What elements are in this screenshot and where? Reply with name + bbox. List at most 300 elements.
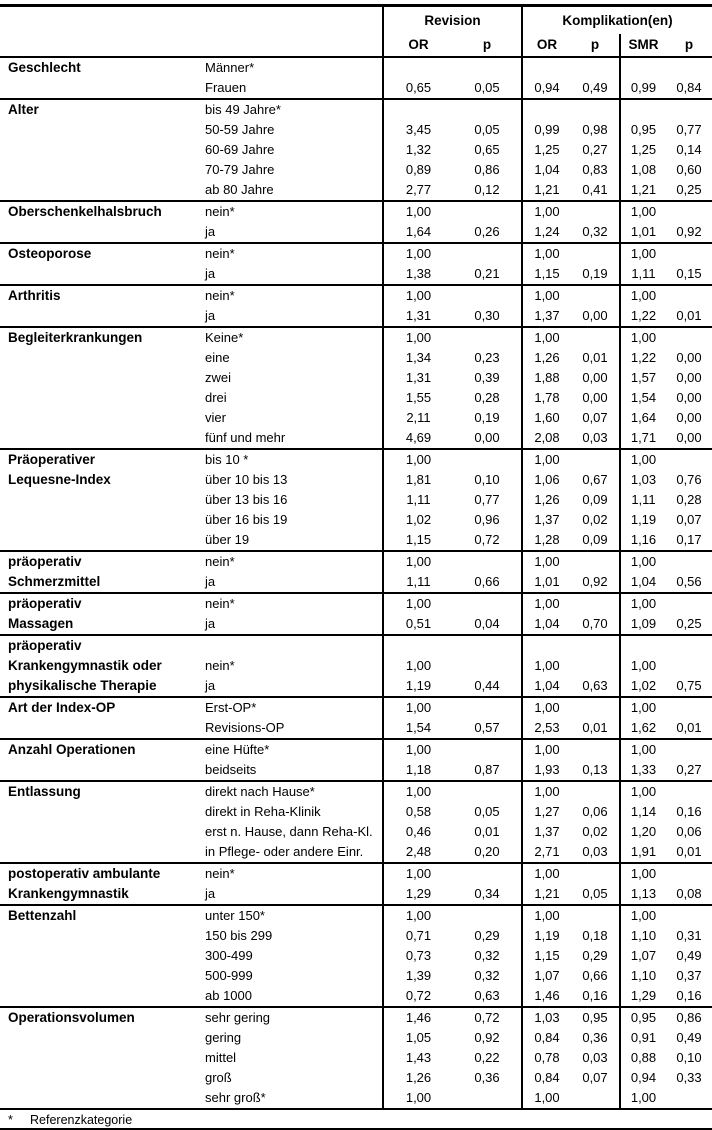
komplikation-or-value: 1,04 [522, 676, 571, 697]
smr-value: 1,11 [620, 490, 666, 510]
komplikation-p-value: 0,19 [582, 265, 608, 281]
category-label [0, 510, 197, 530]
smr-p-value: 0,15 [676, 265, 702, 281]
subcategory-label: sehr groß* [197, 1088, 383, 1109]
category-label [0, 264, 197, 285]
komplikation-p-value: 0,63 [582, 677, 608, 693]
revision-p-value: 0,29 [474, 927, 500, 943]
smr-p-value: 0,37 [676, 967, 702, 983]
smr-p-value: 0,17 [676, 531, 702, 547]
smr-value: 1,00 [620, 905, 666, 926]
komplikation-p-value: 0,27 [582, 141, 608, 157]
smr-value: 1,01 [620, 222, 666, 243]
smr-value: 0,95 [620, 120, 666, 140]
smr-p-value [666, 57, 712, 78]
komplikation-or-value: 1,00 [522, 1088, 571, 1109]
revision-p-value: 0,05 [474, 803, 500, 819]
revision-or-value: 1,00 [383, 1088, 453, 1109]
table-row [0, 222, 712, 243]
revision-p-value: 0,36 [474, 1069, 500, 1085]
smr-value: 1,00 [620, 201, 666, 222]
category-label [0, 822, 197, 842]
smr-p-value: 0,77 [676, 121, 702, 137]
komplikation-or-value: 1,00 [522, 781, 571, 802]
table-row [0, 760, 712, 781]
smr-p-value: 0,10 [676, 1049, 702, 1065]
table-row [0, 57, 712, 78]
table-row [0, 905, 712, 926]
komplikation-p-value [571, 57, 620, 78]
revision-or-value: 2,77 [383, 180, 453, 201]
komplikation-p-value [571, 449, 620, 470]
revision-or-value: 1,64 [383, 222, 453, 243]
revision-p-value [453, 99, 522, 120]
subcategory-label: nein* [197, 201, 383, 222]
table-row [0, 822, 712, 842]
komplikation-or-value: 0,84 [522, 1028, 571, 1048]
komplikation-p-value: 0,00 [582, 389, 608, 405]
revision-or-value: 1,00 [383, 697, 453, 718]
revision-or-value: 1,55 [383, 388, 453, 408]
table-row [0, 428, 712, 449]
category-label: Alter [0, 99, 197, 120]
revision-or-value: 1,46 [383, 1007, 453, 1028]
revision-p-value [453, 863, 522, 884]
revision-or-value: 2,11 [383, 408, 453, 428]
smr-p-value: 0,08 [676, 885, 702, 901]
komplikation-or-value: 1,00 [522, 905, 571, 926]
smr-value: 1,29 [620, 986, 666, 1007]
category-label: Anzahl Operationen [0, 739, 197, 760]
category-label: Operationsvolumen [0, 1007, 197, 1028]
revision-or-value: 0,51 [383, 614, 453, 635]
table-row [0, 388, 712, 408]
category-label [0, 428, 197, 449]
table-row [0, 160, 712, 180]
komplikation-p-value: 0,03 [582, 843, 608, 859]
komplikation-p-value: 0,49 [582, 79, 608, 95]
komplikation-p-value: 0,70 [582, 615, 608, 631]
smr-value: 1,54 [620, 388, 666, 408]
subcategory-label: ja [205, 307, 216, 323]
revision-or-value: 1,05 [383, 1028, 453, 1048]
revision-or-value: 1,00 [383, 656, 453, 676]
komplikation-or-value: 1,88 [522, 368, 571, 388]
smr-p-value: 0,07 [676, 511, 702, 527]
smr-p-value [666, 243, 712, 264]
subcategory-label: ja [205, 677, 216, 693]
smr-p-value: 0,86 [666, 1007, 712, 1028]
komplikation-or-value: 1,00 [522, 243, 571, 264]
subcategory-label: drei [205, 389, 227, 405]
revision-p-value: 0,92 [474, 1029, 500, 1045]
table-row [0, 368, 712, 388]
smr-value [620, 99, 666, 120]
komplikation-or-value: 1,04 [522, 160, 571, 180]
smr-value: 1,00 [620, 243, 666, 264]
smr-value: 0,88 [620, 1048, 666, 1068]
table-row [0, 120, 712, 140]
komplikation-or-value: 1,46 [522, 986, 571, 1007]
subcategory-label: 500-999 [205, 967, 253, 983]
komplikation-p-value: 0,07 [582, 409, 608, 425]
revision-or-value: 1,26 [383, 1068, 453, 1088]
category-label: Oberschenkelhalsbruch [0, 201, 197, 222]
table-row [0, 285, 712, 306]
revision-p-value: 0,96 [474, 511, 500, 527]
smr-p-value: 0,00 [676, 409, 702, 425]
table-row [0, 656, 712, 676]
smr-value: 0,94 [620, 1068, 666, 1088]
smr-p-value [666, 99, 712, 120]
table-row [0, 140, 712, 160]
komplikation-or-value: 1,00 [522, 863, 571, 884]
category-label [0, 760, 197, 781]
komplikation-or-value: 2,71 [522, 842, 571, 863]
table-body [0, 57, 712, 1109]
komplikation-p-value: 0,36 [582, 1029, 608, 1045]
revision-or-value: 1,00 [383, 905, 453, 926]
category-label: Krankengymnastik [8, 885, 129, 901]
revision-p-value [453, 1088, 522, 1109]
category-label: postoperativ ambulante [0, 863, 197, 884]
category-label: Bettenzahl [0, 905, 197, 926]
smr-p-value: 0,00 [676, 349, 702, 365]
subcategory-label: Keine* [197, 327, 383, 348]
komplikation-group-header: Komplikation(en) [522, 6, 712, 34]
category-label: präoperativ [0, 635, 197, 656]
smr-p-value [666, 739, 712, 760]
results-table [0, 4, 712, 1110]
category-label: Geschlecht [0, 57, 197, 78]
komplikation-or-value: 0,84 [522, 1068, 571, 1088]
revision-p-value: 0,19 [474, 409, 500, 425]
smr-p-value: 0,28 [676, 491, 702, 507]
revision-or-value: 1,00 [383, 449, 453, 470]
subcategory-label: 150 bis 299 [205, 927, 273, 943]
revision-or-value: 1,29 [383, 884, 453, 905]
revision-p-value: 0,34 [474, 885, 500, 901]
smr-value: 1,20 [620, 822, 666, 842]
revision-p-value [453, 449, 522, 470]
komplikation-or-value: 0,99 [522, 120, 571, 140]
table-row [0, 863, 712, 884]
table-row [0, 614, 712, 635]
category-label: präoperativ [0, 593, 197, 614]
komplikation-p-value [571, 739, 620, 760]
smr-p-value [666, 635, 712, 656]
komplikation-or-value: 1,21 [522, 884, 571, 905]
table-row [0, 572, 712, 593]
table-row [0, 718, 712, 739]
table-row [0, 1088, 712, 1109]
komplikation-or-value: 1,26 [522, 490, 571, 510]
revision-p-value: 0,87 [474, 761, 500, 777]
revision-or-value: 0,71 [383, 926, 453, 946]
komplikation-or-value: 1,00 [522, 656, 571, 676]
revision-p-value [453, 635, 522, 656]
komplikation-p-value: 0,41 [582, 181, 608, 197]
category-label: Begleiterkrankungen [0, 327, 197, 348]
komplikation-or-value: 1,00 [522, 593, 571, 614]
subcategory-label: bis 10 * [197, 449, 383, 470]
komplikation-or-value: 1,25 [522, 140, 571, 160]
category-label [0, 78, 197, 99]
komplikation-p-value: 0,00 [582, 369, 608, 385]
smr-p-value: 0,06 [676, 823, 702, 839]
subcategory-label: 300-499 [205, 947, 253, 963]
footnote [0, 1110, 712, 1130]
smr-value: 1,02 [620, 676, 666, 697]
komplikation-p-value: 0,03 [582, 429, 608, 445]
revision-or-value: 3,45 [383, 120, 453, 140]
komplikation-p-value: 0,92 [582, 573, 608, 589]
smr-value: 1,04 [620, 572, 666, 593]
revision-p-value: 0,10 [474, 471, 500, 487]
smr-value: 1,08 [620, 160, 666, 180]
revision-or-value: 1,38 [383, 264, 453, 285]
subcategory-label: nein* [197, 551, 383, 572]
revision-or-value: 1,81 [383, 470, 453, 490]
komplikation-p-value [571, 863, 620, 884]
revision-or-value: 4,69 [383, 428, 453, 449]
komplikation-or-value [522, 99, 571, 120]
revision-or-value: 1,00 [383, 201, 453, 222]
smr-p-value: 0,49 [676, 947, 702, 963]
smr-p-value: 0,25 [676, 181, 702, 197]
table-row [0, 78, 712, 99]
komplikation-or-value [522, 635, 571, 656]
komplikation-p-value: 0,98 [582, 121, 608, 137]
komplikation-p-value: 0,03 [582, 1049, 608, 1065]
table-row [0, 510, 712, 530]
komplikation-p-value: 0,67 [582, 471, 608, 487]
revision-or-value: 1,00 [383, 327, 453, 348]
table-row [0, 1007, 712, 1028]
table-row [0, 327, 712, 348]
revision-p-value: 0,00 [474, 429, 500, 445]
table-header [0, 6, 712, 57]
revision-p-value [453, 656, 522, 676]
komplikation-p-value: 0,18 [582, 927, 608, 943]
category-label [0, 530, 197, 551]
komplikation-or-value: 2,08 [522, 428, 571, 449]
category-label [0, 408, 197, 428]
table-row [0, 490, 712, 510]
table-row [0, 781, 712, 802]
revision-p-value: 0,66 [474, 573, 500, 589]
table-row [0, 1048, 712, 1068]
revision-p-value [453, 201, 522, 222]
revision-or-value: 1,00 [383, 285, 453, 306]
subcategory-label: vier [205, 409, 226, 425]
komplikation-or-value: 1,37 [522, 306, 571, 327]
table-row [0, 697, 712, 718]
smr-value: 0,99 [620, 78, 666, 99]
smr-p-value: 0,92 [676, 223, 702, 239]
category-label [0, 966, 197, 986]
table-row [0, 802, 712, 822]
revision-or-value: 1,54 [383, 718, 453, 739]
revision-or-value: 1,43 [383, 1048, 453, 1068]
revision-p-value [453, 905, 522, 926]
smr-value: 1,00 [620, 593, 666, 614]
revision-p-value: 0,26 [474, 223, 500, 239]
komplikation-or-value: 1,24 [522, 222, 571, 243]
subcategory-label: sehr gering [197, 1007, 383, 1028]
smr-value: 1,00 [620, 285, 666, 306]
col-header-smr: SMR [620, 34, 666, 57]
subcategory-label: ja [205, 223, 216, 239]
revision-or-value: 0,72 [383, 986, 453, 1007]
revision-or-value: 1,15 [383, 530, 453, 551]
smr-value: 1,19 [620, 510, 666, 530]
revision-or-value [383, 99, 453, 120]
komplikation-or-value: 1,04 [522, 614, 571, 635]
table-row [0, 676, 712, 697]
subcategory-label: groß [205, 1069, 232, 1085]
subcategory-label: 60-69 Jahre [205, 141, 275, 157]
smr-value: 1,25 [620, 140, 666, 160]
smr-p-value: 0,00 [676, 429, 702, 445]
revision-or-value: 1,31 [383, 306, 453, 327]
category-label: präoperativ [0, 551, 197, 572]
revision-p-value [453, 781, 522, 802]
smr-value: 1,16 [620, 530, 666, 551]
komplikation-or-value: 1,06 [522, 470, 571, 490]
revision-or-value [383, 57, 453, 78]
subcategory-label: unter 150* [197, 905, 383, 926]
subcategory-label: eine Hüfte* [197, 739, 383, 760]
category-label: Präoperativer [0, 449, 197, 470]
smr-value: 1,00 [620, 739, 666, 760]
smr-value: 1,21 [620, 180, 666, 201]
revision-p-value [453, 327, 522, 348]
revision-p-value: 0,22 [474, 1049, 500, 1065]
table-row [0, 306, 712, 327]
subcategory-label: ja [205, 615, 216, 631]
smr-value: 1,09 [620, 614, 666, 635]
revision-or-value: 1,18 [383, 760, 453, 781]
subcategory-label: Männer* [197, 57, 383, 78]
revision-p-value [453, 285, 522, 306]
subcategory-label: nein* [197, 243, 383, 264]
komplikation-or-value: 1,37 [522, 510, 571, 530]
revision-or-value: 1,31 [383, 368, 453, 388]
subcategory-label: direkt in Reha-Klinik [205, 803, 321, 819]
komplikation-p-value: 0,06 [582, 803, 608, 819]
revision-p-value: 0,72 [474, 531, 500, 547]
smr-p-value: 0,76 [676, 471, 702, 487]
subcategory-label: erst n. Hause, dann Reha-Kl. [205, 823, 373, 839]
category-label [0, 986, 197, 1007]
revision-p-value: 0,23 [474, 349, 500, 365]
category-label: Lequesne-Index [8, 471, 111, 487]
revision-or-value: 1,19 [383, 676, 453, 697]
revision-p-value: 0,05 [474, 121, 500, 137]
table-row [0, 180, 712, 201]
smr-value: 1,62 [620, 718, 666, 739]
revision-or-value: 0,73 [383, 946, 453, 966]
smr-value: 1,00 [620, 656, 666, 676]
smr-value: 1,10 [620, 926, 666, 946]
komplikation-p-value: 0,07 [582, 1069, 608, 1085]
komplikation-p-value: 0,32 [582, 223, 608, 239]
revision-or-value: 0,89 [383, 160, 453, 180]
revision-or-value: 1,00 [383, 593, 453, 614]
revision-p-value [453, 243, 522, 264]
category-label [0, 180, 197, 201]
komplikation-or-value: 0,94 [522, 78, 571, 99]
category-label: physikalische Therapie [8, 677, 157, 693]
smr-p-value: 0,16 [676, 803, 702, 819]
subcategory-label: gering [205, 1029, 242, 1045]
revision-or-value: 0,46 [383, 822, 453, 842]
komplikation-p-value [571, 697, 620, 718]
revision-p-value: 0,77 [474, 491, 500, 507]
revision-p-value [453, 739, 522, 760]
revision-p-value: 0,72 [453, 1007, 522, 1028]
revision-p-value: 0,57 [474, 719, 500, 735]
revision-p-value: 0,44 [474, 677, 500, 693]
komplikation-p-value: 0,16 [582, 987, 608, 1003]
komplikation-p-value [571, 327, 620, 348]
category-label [0, 1088, 197, 1109]
revision-p-value: 0,86 [474, 161, 500, 177]
smr-p-value [666, 697, 712, 718]
komplikation-or-value: 1,15 [522, 264, 571, 285]
revision-or-value: 0,58 [383, 802, 453, 822]
komplikation-or-value: 1,00 [522, 327, 571, 348]
komplikation-or-value: 1,60 [522, 408, 571, 428]
komplikation-p-value [571, 635, 620, 656]
table-row [0, 635, 712, 656]
subcategory-label: 50-59 Jahre [205, 121, 275, 137]
revision-p-value: 0,04 [474, 615, 500, 631]
komplikation-p-value: 0,09 [582, 491, 608, 507]
table-row [0, 408, 712, 428]
komplikation-or-value: 1,78 [522, 388, 571, 408]
table-row [0, 1068, 712, 1088]
komplikation-p-value: 0,13 [582, 761, 608, 777]
subcategory-label: ja [205, 265, 216, 281]
revision-or-value: 1,02 [383, 510, 453, 530]
subcategory-label: fünf und mehr [205, 429, 286, 445]
table-row [0, 986, 712, 1007]
smr-value: 1,00 [620, 863, 666, 884]
komplikation-or-value: 1,00 [522, 739, 571, 760]
revision-or-value: 1,00 [383, 243, 453, 264]
table-row [0, 470, 712, 490]
category-label [0, 1068, 197, 1088]
komplikation-or-value: 0,78 [522, 1048, 571, 1068]
revision-p-value: 0,65 [474, 141, 500, 157]
category-label [0, 1048, 197, 1068]
subcategory-label: Erst-OP* [197, 697, 383, 718]
revision-p-value [453, 57, 522, 78]
revision-p-value: 0,39 [474, 369, 500, 385]
smr-value: 1,22 [620, 306, 666, 327]
smr-p-value: 0,16 [676, 987, 702, 1003]
smr-p-value [666, 449, 712, 470]
smr-value: 1,13 [620, 884, 666, 905]
category-label: Krankengymnastik oder [8, 657, 162, 673]
smr-p-value [666, 201, 712, 222]
smr-p-value: 0,14 [676, 141, 702, 157]
smr-value: 1,00 [620, 697, 666, 718]
komplikation-p-value [571, 99, 620, 120]
revision-group-header: Revision [383, 6, 522, 34]
